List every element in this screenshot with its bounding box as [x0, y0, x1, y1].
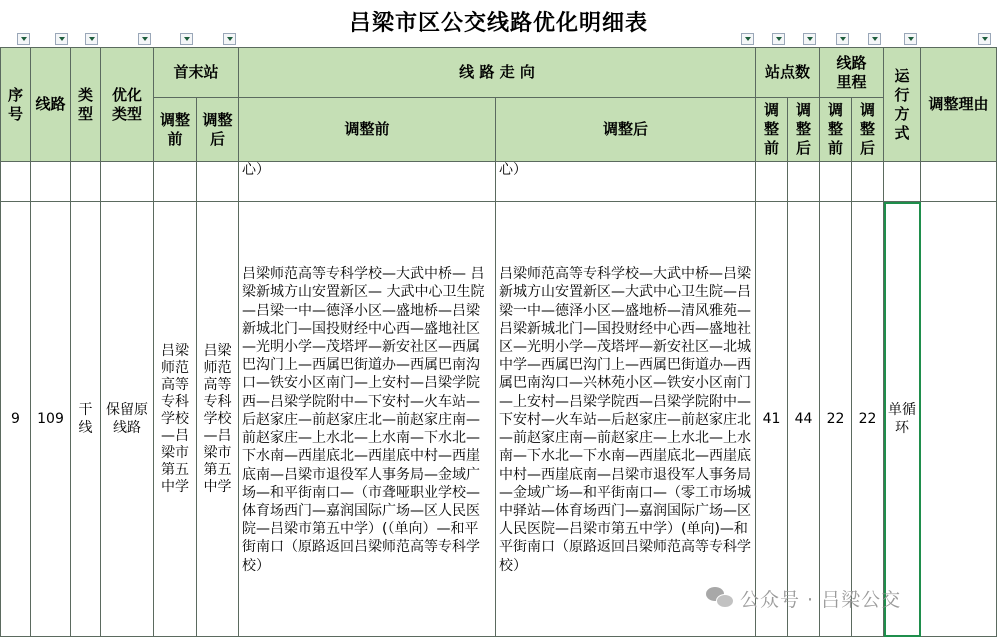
filter-dropdown-line-icon[interactable]: [55, 33, 68, 45]
filter-dropdown-route-icon[interactable]: [741, 33, 754, 45]
cell-type[interactable]: 干线: [71, 202, 101, 637]
filter-dropdown-reason-icon[interactable]: [978, 33, 991, 45]
cell-terminal-before[interactable]: 吕梁师范高等专科学校—吕梁市第五中学: [154, 202, 197, 637]
header-operation[interactable]: 运行方式: [884, 48, 921, 162]
cell-route-before[interactable]: 吕梁师范高等专科学校—大武中桥— 吕梁新城方山安置新区— 大武中心卫生院—吕梁一中—德泽小区—盛地桥—吕梁新城北门—国投财经中心西—盛地社区—光明小学—茂塔坪—新安社区—西属巴沟门上—西属巴街道办—西属巴南沟口—铁安小区南门—上安村—吕梁学院西—吕梁学院附中—下安村—火车站—后赵家庄—前赵家庄北—前赵家庄南—前赵家庄—上水北—上水南—下水北—下水南—西崖底北—西崖底中村—西崖底南—吕梁市退役军人事务局—金域广场—和平街南口—（市聋哑职业学校—体育场西门—嘉润国际广场—区人民医院—吕梁市第五中学）(（单向）—和平街南口（原路返回吕梁师范高等专科学校）: [239, 202, 496, 637]
header-route-direction[interactable]: 线 路 走 向: [239, 48, 756, 98]
cell-line[interactable]: 109: [31, 202, 71, 637]
filter-button-row: [0, 33, 997, 47]
header-mileage-before[interactable]: 调整前: [820, 98, 852, 162]
header-seq[interactable]: 序号: [1, 48, 31, 162]
watermark: [706, 584, 901, 612]
header-mileage[interactable]: 线路里程: [820, 48, 884, 98]
cell-mileage-after[interactable]: 22: [852, 202, 884, 637]
header-terminal[interactable]: 首末站: [154, 48, 239, 98]
filter-dropdown-mileage-before-icon[interactable]: [836, 33, 849, 45]
cell-stops-before[interactable]: 41: [756, 202, 788, 637]
filter-dropdown-terminal-after-icon[interactable]: [223, 33, 236, 45]
cell-seq[interactable]: 9: [1, 202, 31, 637]
route-table: [0, 47, 997, 637]
cell-opt-type[interactable]: 保留原线路: [101, 202, 154, 637]
filter-dropdown-type-icon[interactable]: [85, 33, 98, 45]
prev-route-before-fragment[interactable]: 心）: [239, 162, 496, 202]
filter-dropdown-seq-icon[interactable]: [17, 33, 30, 45]
cell-stops-after[interactable]: 44: [788, 202, 820, 637]
header-line[interactable]: 线路: [31, 48, 71, 162]
cell-route-after[interactable]: 吕梁师范高等专科学校—大武中桥—吕梁新城方山安置新区—大武中心卫生院—吕梁一中—德泽小区—盛地桥—清风雅苑—吕梁新城北门—国投财经中心西—盛地社区—光明小学—茂塔坪—新安社区—北城中学—西属巴沟门上—西属巴街道办—西属巴南沟口—兴林苑小区—铁安小区南门—上安村—吕梁学院西—吕梁学院附中—下安村—火车站—后赵家庄—前赵家庄北—前赵家庄南—前赵家庄—上水北—上水南—下水北—下水南—西崖底北—西崖底中村—西崖底南—吕梁市退役军人事务局—金域广场—和平街南口—（零工市场城中驿站—体育场西门—嘉润国际广场—区人民医院—吕梁市第五中学）(单向)—和平街南口（原路返回吕梁师范高等专科学校）: [496, 202, 756, 637]
filter-dropdown-stops-after-icon[interactable]: [803, 33, 816, 45]
header-stops-after[interactable]: 调整后: [788, 98, 820, 162]
cell-mileage-before[interactable]: 22: [820, 202, 852, 637]
header-terminal-after[interactable]: 调整后: [197, 98, 239, 162]
header-opt-type[interactable]: 优化类型: [101, 48, 154, 162]
header-route-before[interactable]: 调整前: [239, 98, 496, 162]
sheet-title: 吕梁市区公交线路优化明细表: [348, 10, 648, 36]
filter-dropdown-mileage-after-icon[interactable]: [868, 33, 881, 45]
watermark-text: 公众号 · 吕梁公交: [740, 588, 902, 611]
filter-dropdown-terminal-before-icon[interactable]: [180, 33, 193, 45]
table-row: [1, 202, 997, 637]
header-reason[interactable]: 调整理由: [921, 48, 997, 162]
table-row-previous: [1, 162, 997, 202]
header-terminal-before[interactable]: 调整前: [154, 98, 197, 162]
filter-dropdown-stops-before-icon[interactable]: [772, 33, 785, 45]
header-mileage-after[interactable]: 调整后: [852, 98, 884, 162]
cell-terminal-after[interactable]: 吕梁师范高等专科学校—吕梁市第五中学: [197, 202, 239, 637]
header-stop-count[interactable]: 站点数: [756, 48, 820, 98]
prev-route-after-fragment[interactable]: 心）: [496, 162, 756, 202]
cell-reason[interactable]: [921, 202, 997, 637]
filter-dropdown-opt-type-icon[interactable]: [138, 33, 151, 45]
wechat-icon: [706, 587, 732, 609]
header-route-after[interactable]: 调整后: [496, 98, 756, 162]
header-stops-before[interactable]: 调整前: [756, 98, 788, 162]
cell-operation-selected[interactable]: 单循环: [884, 202, 921, 637]
header-type[interactable]: 类型: [71, 48, 101, 162]
filter-dropdown-operation-icon[interactable]: [904, 33, 917, 45]
